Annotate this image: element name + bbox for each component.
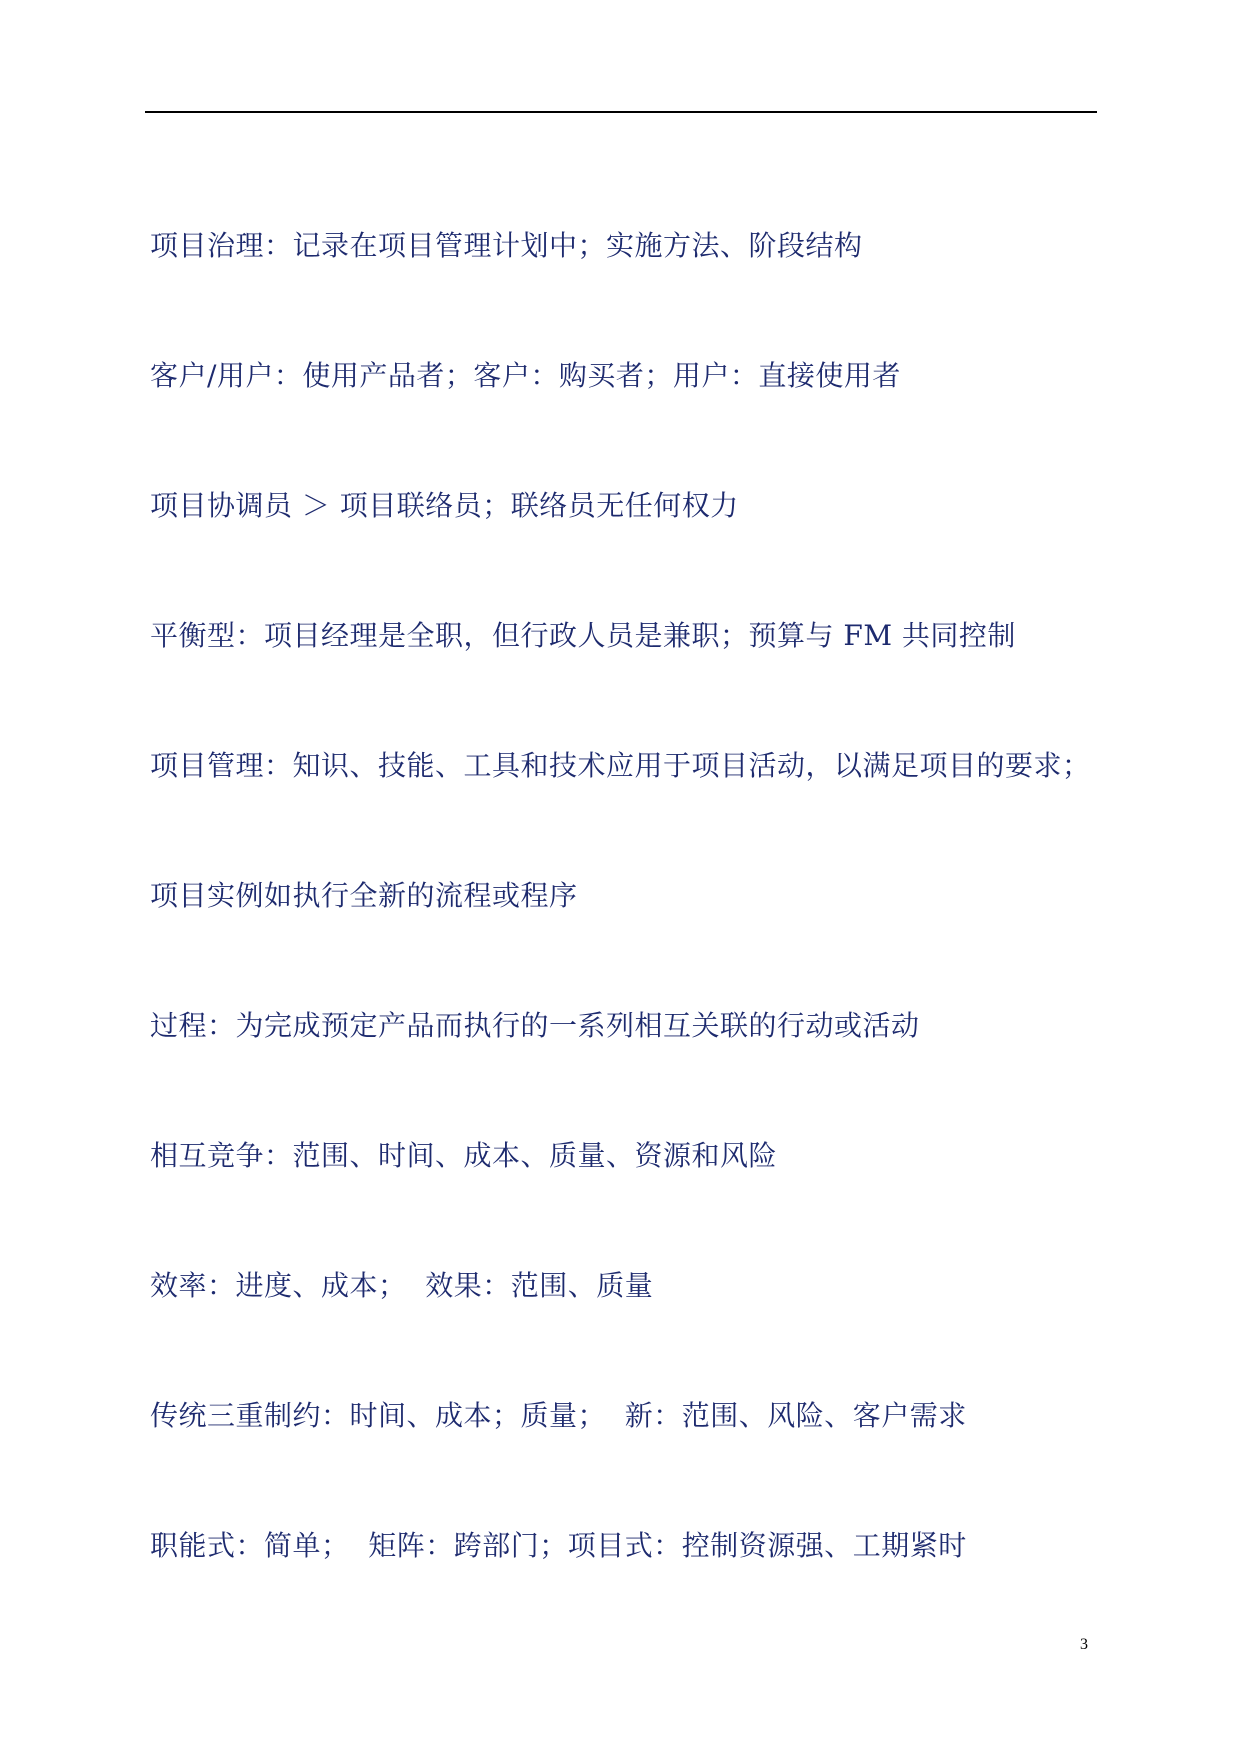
text-line: 平衡型：项目经理是全职，但行政人员是兼职；预算与 FM 共同控制 xyxy=(150,619,1016,652)
text-line: 客户/用户：使用产品者；客户：购买者；用户：直接使用者 xyxy=(150,359,901,392)
text-line: 过程：为完成预定产品而执行的一系列相互关联的行动或活动 xyxy=(150,1009,920,1042)
text-line: 项目协调员 ＞ 项目联络员；联络员无任何权力 xyxy=(150,489,739,522)
text-line: 效率：进度、成本； 效果：范围、质量 xyxy=(150,1269,654,1302)
text-line: 项目管理：知识、技能、工具和技术应用于项目活动，以满足项目的要求； xyxy=(150,749,1091,782)
text-line: 相互竞争：范围、时间、成本、质量、资源和风险 xyxy=(150,1139,778,1172)
document-body xyxy=(150,0,1110,1754)
text-line: 项目治理：记录在项目管理计划中；实施方法、阶段结构 xyxy=(150,229,863,262)
text-line: 职能式：简单； 矩阵：跨部门；项目式：控制资源强、工期紧时 xyxy=(150,1529,967,1562)
text-line: 项目实例如执行全新的流程或程序 xyxy=(150,879,578,912)
page-number: 3 xyxy=(1080,1636,1088,1653)
text-line: 传统三重制约：时间、成本；质量； 新：范围、风险、客户需求 xyxy=(150,1399,967,1432)
